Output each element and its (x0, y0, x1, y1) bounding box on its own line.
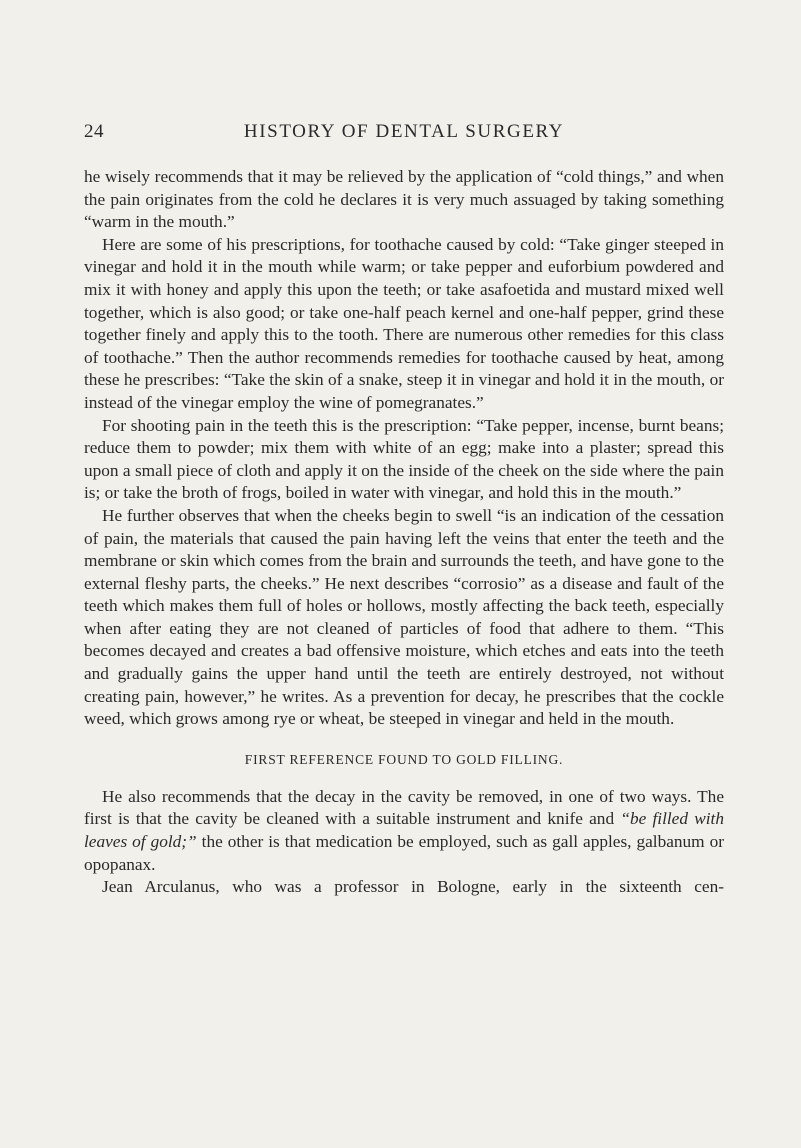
gold-filling-quote: “be filled with leaves of gold;” (84, 809, 724, 852)
running-head: HISTORY OF DENTAL SURGERY (243, 121, 565, 142)
paragraph-arculanus: Jean Arculanus, who was a professor in Bologne, early in the sixteenth cen- (102, 877, 724, 897)
page-header (84, 121, 724, 151)
page-number: 24 (84, 121, 104, 142)
gold-filling-text-end: the other is that medication be employed, such as gall apples, galbanum or opopanax. (84, 832, 724, 874)
section-heading: FIRST REFERENCE FOUND TO GOLD FILLING. (244, 751, 564, 767)
paragraph-continuation: he wisely recommends that it may be relieved by the application of “cold things,” and when the pain originates from the cold he declares it is very much assuaged by taking something “warm in the mouth.” (84, 167, 724, 232)
paragraph-corrosio: He further observes that when the cheeks begin to swell “is an indication of the cessation of pain, the materials that caused the pain having left the veins that enter the teeth and the membrane or skin which comes from the brain and surrounds the teeth, and have gone to the external fleshy parts, the cheeks.” He next describes “corrosio” as a disease and fault of the teeth which makes them full of holes or hollows, mostly affecting the back teeth, especially when after eating they are not cleaned of particles of food that adhere to them. “This becomes decayed and creates a bad offensive moisture, which etches and eats into the teeth and gradually gains the upper hand until the teeth are entirely destroyed, not without creating pain, however,” he writes. As a prevention for decay, he prescribes that the cockle weed, which grows among rye or wheat, be steeped in vinegar and held in the mouth. (84, 505, 724, 729)
paragraph-prescriptions: Here are some of his prescriptions, for toothache caused by cold: “Take ginger steeped in vinegar and hold it in the mouth while warm; or take pepper and euforbium powdered and mix it with honey and apply this upon the teeth; or take asafoetida and mustard mixed well together, which is also good; or take one-half peach kernel and one-half pepper, grind these together finely and apply this to the tooth. There are numerous other remedies for this class of toothache.” Then the author recommends remedies for toothache caused by heat, among these he prescribes: “Take the skin of a snake, steep it in vinegar and hold it in the mouth, or instead of the vinegar employ the wine of pomegranates.” (84, 234, 724, 412)
body-text (84, 166, 724, 899)
gold-filling-text-start: He also recommends that the decay in the cavity be removed, in one of two ways. The first is that the cavity be cleaned with a suitable instrument and knife and (84, 786, 724, 829)
paragraph-shooting-pain: For shooting pain in the teeth this is the prescription: “Take pepper, incense, burnt beans; reduce them to powder; mix them with white of an egg; make into a plaster; spread this upon a small piece of cloth and apply it on the inside of the cheek on the side where the pain is; or take the broth of frogs, boiled in water with vinegar, and hold this in the mouth.” (84, 415, 724, 503)
paragraph-gold-filling (84, 786, 724, 876)
